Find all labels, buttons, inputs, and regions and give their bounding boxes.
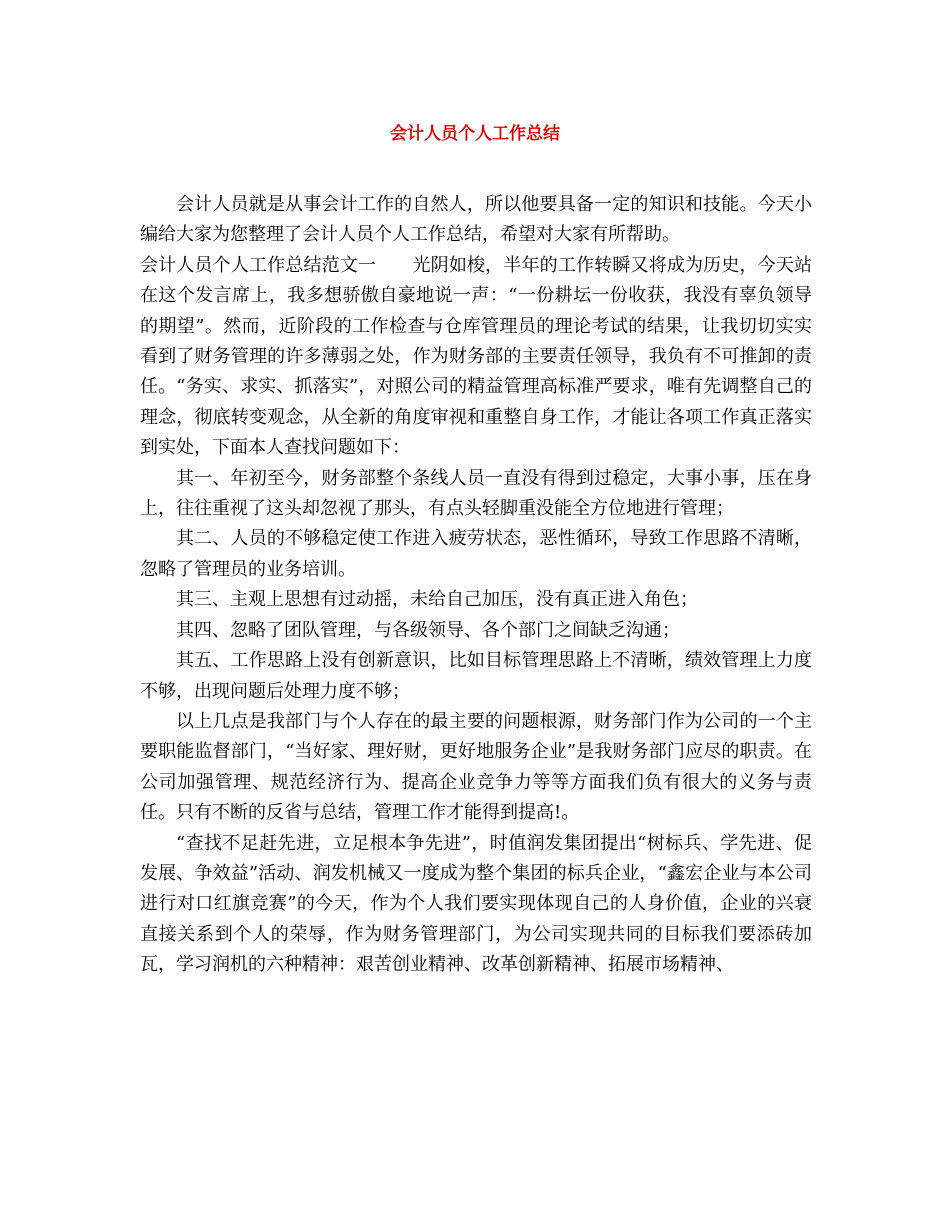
- paragraph-issue-five: 其五、工作思路上没有创新意识，比如目标管理思路上不清晰，绩效管理上力度不够，出现问题后处理力度不够；: [140, 650, 812, 702]
- paragraph-issue-two: 其二、人员的不够稳定使工作进入疲劳状态，恶性循环，导致工作思路不清晰，忽略了管理员的业务培训。: [140, 528, 812, 580]
- paragraph-summary: 以上几点是我部门与个人存在的最主要的问题根源，财务部门作为公司的一个主要职能监督部门，“当好家、理好财，更好地服务企业”是我财务部门应尽的职责。在公司加强管理、规范经济行为、提高企业竞争力等等方面我们负有很大的义务与责任。只有不断的反省与总结，管理工作才能得到提高!。: [140, 710, 812, 824]
- paragraph-issue-four: 其四、忽略了团队管理，与各级领导、各个部门之间缺乏沟通；: [176, 619, 680, 641]
- paragraph-spirit: “查找不足赶先进，立足根本争先进”，时值润发集团提出“树标兵、学先进、促发展、争效益”活动、润发机械又一度成为整个集团的标兵企业，“鑫宏企业与本公司进行对口红旗竞赛”的今天，作为个人我们要实现体现自己的人身价值，企业的兴衰直接关系到个人的荣辱，作为财务管理部门，为公司实现共同的目标我们要添砖加瓦，学习润机的六种精神：艰苦创业精神、改革创新精神、拓展市场精神、: [140, 832, 812, 976]
- paragraph-issue-one: 其一、年初至今，财务部整个条线人员一直没有得到过稳定，大事小事，压在身上，往往重视了这头却忽视了那头，有点头轻脚重没能全方位地进行管理；: [140, 467, 812, 520]
- paragraph-issue-three: 其三、主观上思想有过动摇，未给自己加压，没有真正进入角色；: [176, 589, 698, 611]
- paragraph-intro: 会计人员就是从事会计工作的自然人，所以他要具备一定的知识和技能。今天小编给大家为您整理了会计人员个人工作总结，希望对大家有所帮助。: [140, 194, 812, 246]
- document-body: [140, 190, 812, 981]
- paragraph-sample-one: 会计人员个人工作总结范文一 光阴如梭，半年的工作转瞬又将成为历史，今天站在这个发言席上，我多想骄傲自豪地说一声：“一份耕坛一份收获，我没有辜负领导的期望”。然而，近阶段的工作检查与仓库管理员的理论考试的结果，让我切切实实看到了财务管理的许多薄弱之处，作为财务部的主要责任领导，我负有不可推卸的责任。“务实、求实、抓落实”，对照公司的精益管理高标准严要求，唯有先调整自己的理念，彻底转变观念，从全新的角度审视和重整自身工作，才能让各项工作真正落实到实处，下面本人查找问题如下：: [140, 254, 812, 459]
- document-title: 会计人员个人工作总结: [390, 124, 560, 144]
